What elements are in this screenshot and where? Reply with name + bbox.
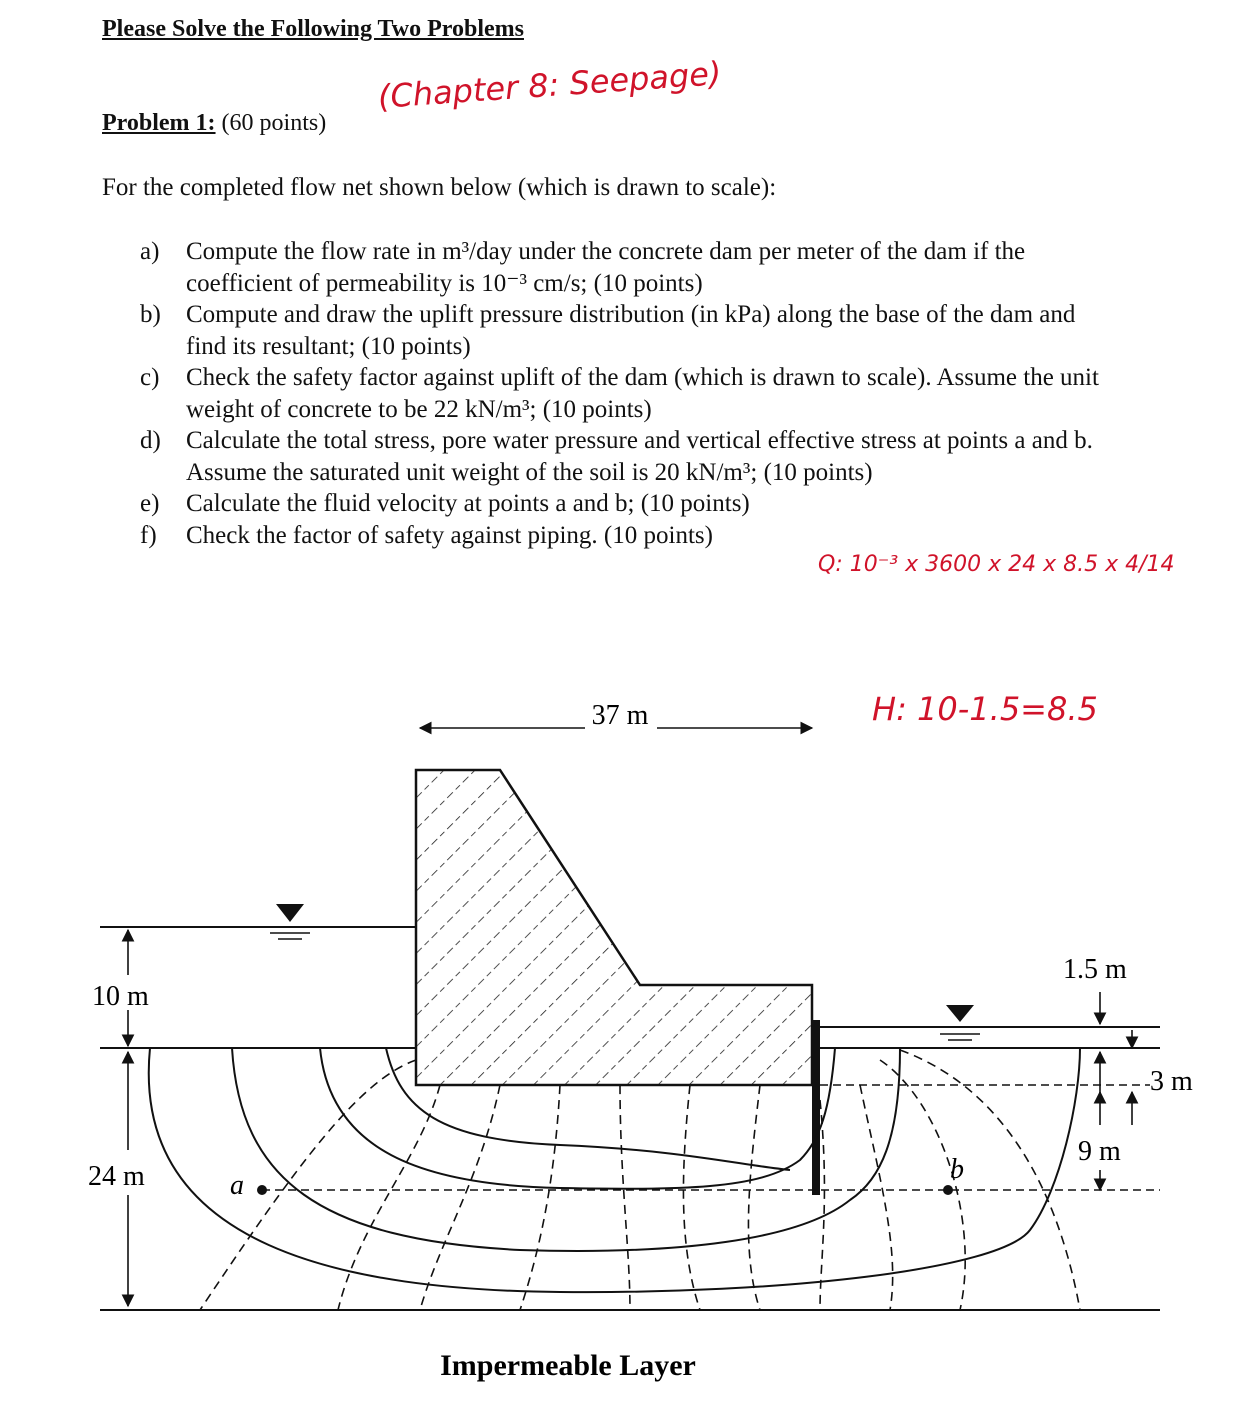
water-level-icon [946, 1005, 974, 1022]
upstream-water [100, 904, 416, 939]
dam-width-label: 37 m [591, 700, 649, 731]
item-label: d) [140, 427, 161, 454]
point-b-label: b [950, 1154, 964, 1185]
item-label: f) [140, 521, 157, 549]
problem-intro: For the completed flow net shown below (which is drawn to scale): [102, 174, 777, 201]
right-dimensions [820, 954, 1193, 1190]
item-text: Check the factor of safety against piping. (10 points) [186, 521, 713, 549]
handwritten-chapter-note: (Chapter 8: Seepage) [376, 54, 723, 116]
item-text: Calculate the fluid velocity at points a and b; (10 points) [186, 490, 750, 517]
downstream-head-label: 1.5 m [1063, 954, 1127, 985]
item-label: b) [140, 301, 161, 328]
problem-label: Problem 1: [102, 110, 216, 136]
handwritten-flow-calc: Q: 10⁻³ x 3600 x 24 x 8.5 x 4/14 [818, 552, 1175, 577]
point-a-label: a [230, 1170, 244, 1201]
impermeable-layer-caption: Impermeable Layer [440, 1349, 696, 1382]
item-text: Compute and draw the uplift pressure distribution (in kPa) along the base of the dam and find its resultant; (10 points) [186, 301, 1076, 360]
item-text: Check the safety factor against uplift of the dam (which is drawn to scale). Assume the unit weight of concrete to be 22 kN/m³; (10 points) [186, 364, 1099, 423]
sheet-pile-depth-label: 9 m [1078, 1136, 1121, 1167]
sheet-pile [812, 1020, 820, 1195]
equipotential-lines [200, 1050, 1080, 1310]
item-label: e) [140, 490, 160, 517]
dam-width-dimension [420, 700, 812, 731]
upstream-head-label: 10 m [92, 981, 149, 1012]
water-level-icon [276, 904, 304, 922]
problem-points: (60 points) [221, 110, 327, 136]
concrete-dam [416, 770, 812, 1085]
page-title: Please Solve the Following Two Problems [102, 16, 524, 42]
downstream-water [820, 1005, 1160, 1040]
sheet-pile-top-label: 3 m [1150, 1066, 1193, 1097]
left-dimensions [88, 930, 149, 1306]
soil-depth-label: 24 m [88, 1161, 145, 1192]
item-label: a) [140, 238, 160, 265]
item-text: Compute the flow rate in m³/day under the concrete dam per meter of the dam if the coefficient of permeability is 10⁻³ cm/s; (10 points) [186, 238, 1026, 297]
item-text: Calculate the total stress, pore water pressure and vertical effective stress at points a and b. Assume the saturated unit weight of the soil is 20 kN/m³; (10 points) [186, 427, 1093, 486]
item-label: c) [140, 364, 160, 391]
handwritten-head-calc: H: 10-1.5=8.5 [872, 690, 1098, 728]
point-a [230, 1170, 267, 1201]
point-b [943, 1154, 964, 1195]
